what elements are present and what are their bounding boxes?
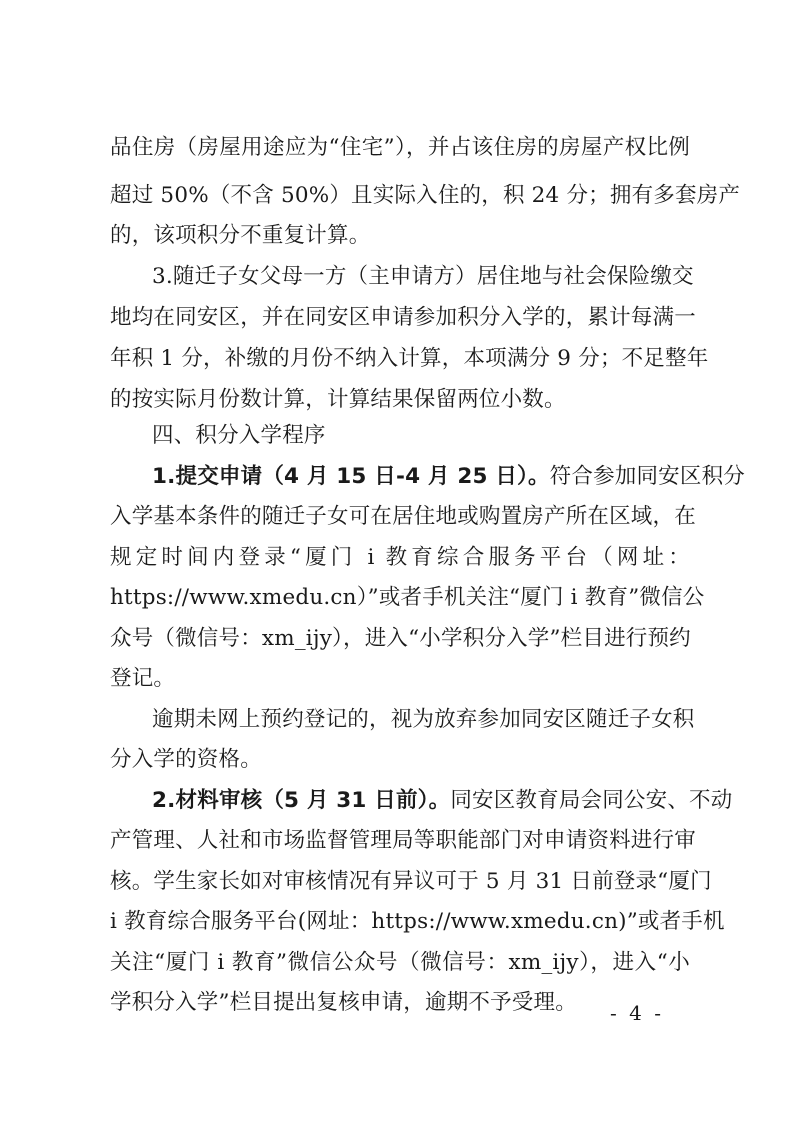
paragraph-line — [152, 786, 733, 816]
paragraph-line: 核。学生家长如对审核情况有异议可于 5 月 31 日前登录“厦门 — [110, 869, 712, 894]
paragraph-line: 入学基本条件的随迁子女可在居住地或购置房产所在区域，在 — [110, 504, 696, 529]
step-title: 1.提交申请（4 月 15 日-4 月 25 日）。 — [152, 464, 550, 489]
paragraph-line: i 教育综合服务平台(网址：https://www.xmedu.cn)”或者手机 — [110, 909, 725, 934]
paragraph-line: 分入学的资格。 — [110, 747, 262, 772]
step-text: 同安区教育局会同公安、不动 — [450, 788, 733, 813]
page-number: - 4 - — [610, 1001, 664, 1025]
paragraph-line: 地均在同安区，并在同安区申请参加积分入学的，累计每满一 — [110, 305, 696, 330]
paragraph-line: 年积 1 分，补缴的月份不纳入计算，本项满分 9 分；不足整年 — [110, 346, 709, 371]
paragraph-line — [152, 462, 745, 492]
paragraph-line: 众号（微信号：xm_ijy），进入“小学积分入学”栏目进行预约 — [110, 626, 691, 651]
paragraph-line: 学积分入学”栏目提出复核申请，逾期不予受理。 — [110, 990, 577, 1015]
paragraph-line: 关注“厦门 i 教育”微信公众号（微信号：xm_ijy），进入“小 — [110, 950, 690, 975]
paragraph-line: 3.随迁子女父母一方（主申请方）居住地与社会保险缴交 — [152, 264, 694, 289]
step-title: 2.材料审核（5 月 31 日前）。 — [152, 788, 451, 813]
paragraph-line: 品住房（房屋用途应为“住宅”），并占该住房的房屋产权比例 — [110, 135, 690, 160]
paragraph-line: 产管理、人社和市场监督管理局等职能部门对申请资料进行审 — [110, 828, 696, 853]
section-heading: 四、积分入学程序 — [152, 423, 326, 448]
paragraph-line: 规定时间内登录“厦门 i 教育综合服务平台（网址： — [110, 545, 690, 570]
paragraph-line: 登记。 — [110, 666, 176, 691]
paragraph-line: 的按实际月份数计算，计算结果保留两位小数。 — [110, 387, 566, 412]
paragraph-line: 超过 50%（不含 50%）且实际入住的，积 24 分；拥有多套房产 — [110, 183, 741, 208]
step-text: 符合参加同安区积分 — [549, 464, 745, 489]
paragraph-line: 的，该项积分不重复计算。 — [110, 223, 371, 248]
paragraph-line: https://www.xmedu.cn）”或者手机关注“厦门 i 教育”微信公 — [110, 585, 705, 610]
paragraph-line: 逾期未网上预约登记的，视为放弃参加同安区随迁子女积 — [152, 707, 695, 732]
